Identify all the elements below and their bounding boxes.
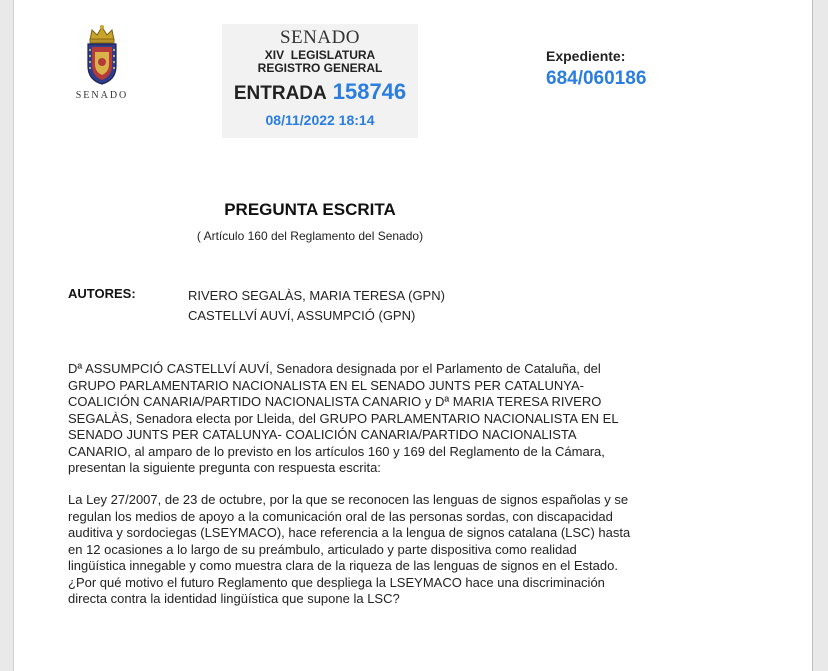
- question-paragraph: [68, 492, 643, 608]
- authors-label: AUTORES:: [68, 286, 136, 301]
- paragraph-line: SEGALÀS, Senadora electa por Lleida, del GRUPO PARLAMENTARIO NACIONALISTA EN EL: [68, 410, 619, 426]
- intro-paragraph: [68, 361, 643, 477]
- paragraph-line: GRUPO PARLAMENTARIO NACIONALISTA EN EL SENADO JUNTS PER CATALUNYA-: [68, 377, 585, 393]
- expediente-block: [546, 48, 646, 90]
- paragraph-line: COALICIÓN CANARIA/PARTIDO NACIONALISTA CANARIO y Dª MARIA TERESA RIVERO: [68, 394, 602, 409]
- scrollbar-track[interactable]: [812, 0, 828, 671]
- paragraph-line: Dª ASSUMPCIÓ CASTELLVÍ AUVÍ, Senadora designada por el Parlamento de Cataluña, del: [68, 361, 601, 376]
- paragraph-line: SENADO JUNTS PER CATALUNYA- COALICIÓN CANARIA/PARTIDO NACIONALISTA: [68, 427, 577, 442]
- paragraph-line: auditiva y sordociegas (LSEYMACO), hace referencia a la lengua de signos catalana (LSC) hasta: [68, 525, 631, 540]
- paragraph-line: directa contra la identidad lingüística que supone la LSC?: [68, 591, 400, 606]
- stamp-title: SENADO: [279, 27, 361, 48]
- expediente-label: Expediente:: [546, 48, 626, 64]
- entry-date: 08/11/2022 18:14: [265, 112, 375, 128]
- paragraph-line: regulan los medios de apoyo a la comunicación oral de las personas sordas, con discapacidad: [68, 508, 613, 524]
- authors-list: [188, 286, 445, 326]
- stamp-entry: [222, 79, 418, 105]
- registro-stamp: [222, 24, 418, 138]
- paragraph-line: en 12 ocasiones a lo largo de su preámbulo, articulado y parte dispositiva como realidad: [68, 541, 577, 557]
- document-title: PREGUNTA ESCRITA: [224, 200, 396, 219]
- stamp-registro: REGISTRO GENERAL: [257, 61, 383, 75]
- paragraph-line: lingüística innegable y como muestra clara de la riqueza de las lenguas de signos en el Estado.: [68, 558, 618, 573]
- author-item: RIVERO SEGALÀS, MARIA TERESA (GPN): [188, 288, 445, 303]
- author-item: CASTELLVÍ AUVÍ, ASSUMPCIÓ (GPN): [188, 308, 416, 323]
- paragraph-line: ¿Por qué motivo el futuro Reglamento que despliega la LSEYMACO hace una discriminación: [68, 574, 605, 590]
- logo-caption: SENADO: [75, 90, 129, 101]
- entry-number: 158746: [332, 79, 407, 104]
- paragraph-line: CANARIO, al amparo de lo previsto en los artículos 160 y 169 del Reglamento de la Cámara,: [68, 443, 605, 459]
- entry-label: ENTRADA: [233, 83, 327, 104]
- paragraph-line: presentan la siguiente pregunta con respuesta escrita:: [68, 460, 381, 475]
- page-left-edge: [0, 0, 14, 671]
- stamp-legislatura: XIV LEGISLATURA: [264, 48, 376, 62]
- paragraph-line: La Ley 27/2007, de 23 de octubre, por la que se reconocen las lenguas de signos españolas y se: [68, 492, 629, 507]
- expediente-number: 684/060186: [546, 68, 647, 89]
- senado-coat-of-arms-icon: [81, 22, 123, 86]
- senado-logo: [70, 22, 134, 101]
- document-subtitle: ( Artículo 160 del Reglamento del Senado): [196, 229, 424, 243]
